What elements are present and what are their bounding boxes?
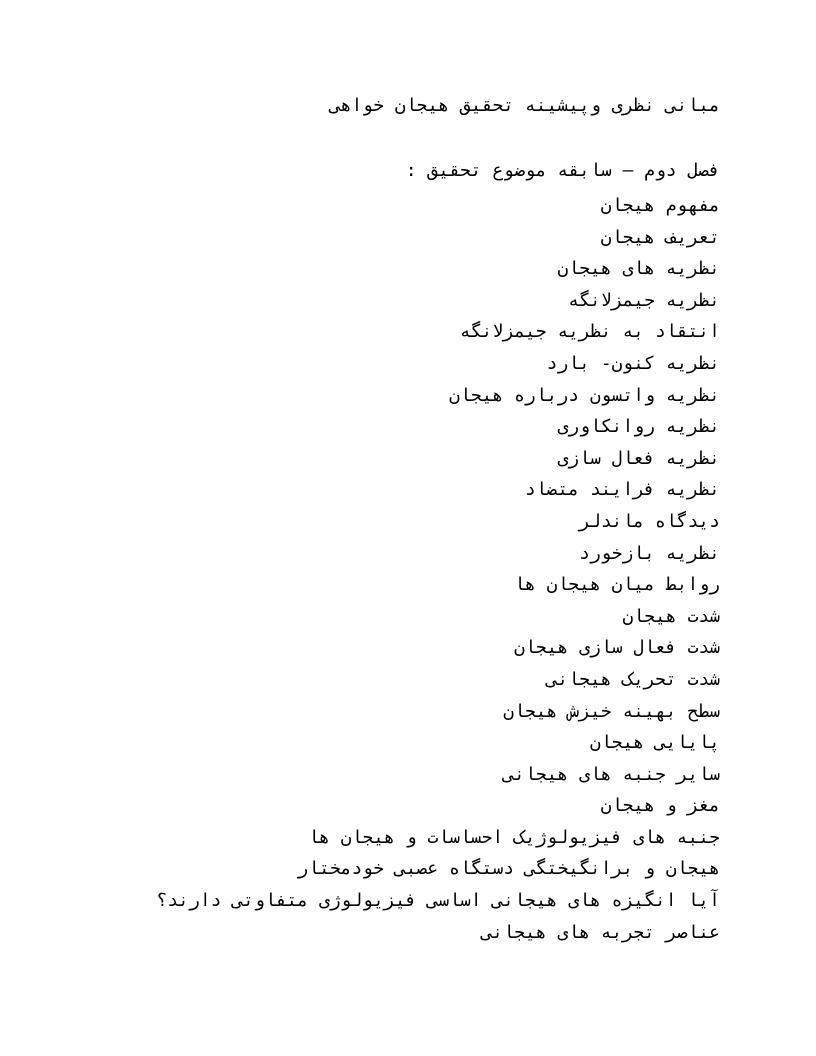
topic-item: سایر جنبه های هیجانی (503, 763, 720, 785)
topic-item: جنبه های فیزیولوژیک احساسات و هیجان ها (308, 826, 720, 848)
topic-item: عناصر تجربه های هیجانی (481, 921, 720, 943)
topic-item: انتقاد به نظریه جیمزلانگه (459, 321, 720, 343)
topic-item: شدت فعال سازی هیجان (514, 637, 720, 659)
topic-item: سطح بهینه خیزش هیجان (503, 700, 720, 722)
topic-item: شدت هیجان (622, 605, 720, 627)
topic-item: مفهوم هیجان (600, 195, 720, 216)
topic-item: مغز و هیجان (600, 795, 720, 817)
topic-item: نظریه جیمزلانگه (568, 289, 720, 311)
topic-item: تعریف هیجان (600, 226, 720, 248)
chapter-heading: فصل دوم – سابقه موضوع تحقیق : (405, 160, 720, 181)
topic-item: نظریه روانکاوری (557, 416, 720, 438)
topic-item: هیجان و برانگیختگی دستگاه عصبی خودمختار (297, 858, 720, 880)
topic-item: دیدگاه ماندلر (579, 510, 720, 532)
topic-item: نظریه فعال سازی (557, 447, 720, 469)
topic-item: نظریه فرایند متضاد (524, 479, 720, 501)
topic-list (156, 190, 720, 948)
topic-item: شدت تحریک هیجانی (546, 668, 720, 690)
topic-item: روابط میان هیجان ها (514, 574, 720, 596)
topic-item: آیا انگیزه های هیجانی اساسی فیزیولوژی متفاوتی دارند؟ (156, 890, 720, 912)
topic-item: نظریه های هیجان (557, 258, 720, 280)
document-title: مبانی نظری وپیشینه تحقیق هیجان خواهی (329, 95, 720, 116)
topic-item: پایایی هیجان (589, 732, 720, 754)
topic-item: نظریه بازخورد (579, 542, 720, 564)
topic-item: نظریه واتسون درباره هیجان (449, 384, 720, 406)
topic-item: نظریه کنون- بارد (546, 352, 720, 374)
